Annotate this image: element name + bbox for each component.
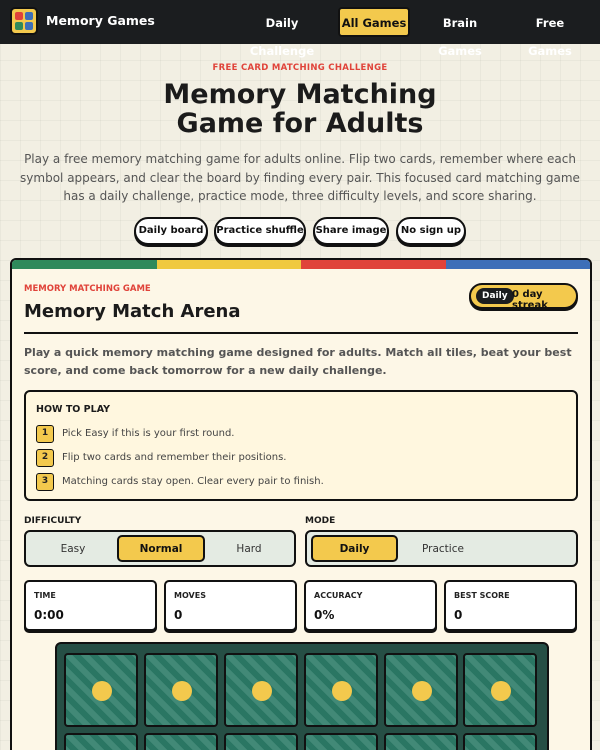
pill-practice-shuffle[interactable]: Practice shuffle xyxy=(214,217,306,245)
nav-link-daily-challenge[interactable]: Daily Challenge xyxy=(249,16,315,58)
difficulty-hard-button[interactable]: Hard xyxy=(236,543,262,555)
card-tile[interactable] xyxy=(384,733,458,750)
card-tile[interactable] xyxy=(144,733,218,750)
card-tile[interactable] xyxy=(463,653,537,727)
difficulty-easy-button[interactable]: Easy xyxy=(60,543,86,555)
difficulty-normal-button[interactable]: Normal xyxy=(117,535,205,562)
step-number: 1 xyxy=(36,425,54,443)
card-tile[interactable] xyxy=(384,653,458,727)
card-tile[interactable] xyxy=(304,653,378,727)
stat-value: 0% xyxy=(314,608,335,622)
app-logo-icon[interactable] xyxy=(10,7,38,35)
step-number: 2 xyxy=(36,449,54,467)
difficulty-selector xyxy=(24,530,296,567)
game-description: Play a quick memory matching game designed for adults. Match all tiles, beat your best score, and come back tomorrow for a new daily challenge. xyxy=(24,346,572,377)
step-text: Flip two cards and remember their positions. xyxy=(62,452,287,463)
stat-label: TIME xyxy=(34,591,56,600)
pill-no-sign-up[interactable]: No sign up xyxy=(396,217,466,245)
difficulty-label: DIFFICULTY xyxy=(24,516,82,526)
stat-moves xyxy=(164,580,297,631)
card-tile[interactable] xyxy=(463,733,537,750)
hero-subtitle: Play a free memory matching game for adults online. Flip two cards, remember where each symbol appears, and clear the board by finding every pair. This focused card matching game has a daily challenge, practice mode, three difficulty levels, and score sharing. xyxy=(20,152,580,203)
game-eyebrow: MEMORY MATCHING GAME xyxy=(24,284,151,294)
game-board xyxy=(55,642,549,750)
stat-label: MOVES xyxy=(174,591,206,600)
pill-share-image[interactable]: Share image xyxy=(313,217,389,245)
step-text: Pick Easy if this is your first round. xyxy=(62,428,235,439)
stat-time xyxy=(24,580,157,631)
mode-selector xyxy=(305,530,578,567)
stat-label: BEST SCORE xyxy=(454,591,510,600)
step-number: 3 xyxy=(36,473,54,491)
nav-link-brain-games[interactable]: Brain Games xyxy=(438,16,482,58)
card-back-dot-icon xyxy=(412,681,432,701)
title-divider xyxy=(24,332,578,334)
card-tile[interactable] xyxy=(144,653,218,727)
streak-badge xyxy=(469,283,578,309)
hero-eyebrow: FREE CARD MATCHING CHALLENGE xyxy=(212,63,388,73)
mode-daily-button[interactable]: Daily xyxy=(311,535,398,562)
game-title: Memory Match Arena xyxy=(24,301,241,322)
card-tile[interactable] xyxy=(64,653,138,727)
mode-practice-button[interactable]: Practice xyxy=(422,543,464,555)
stat-label: ACCURACY xyxy=(314,591,363,600)
page-title xyxy=(0,80,600,138)
game-card xyxy=(10,258,592,750)
card-tile[interactable] xyxy=(304,733,378,750)
streak-tag: Daily xyxy=(476,288,514,304)
card-back-dot-icon xyxy=(172,681,192,701)
stat-accuracy xyxy=(304,580,437,631)
mode-label: MODE xyxy=(305,516,336,526)
card-back-dot-icon xyxy=(332,681,352,701)
color-stripe xyxy=(12,260,590,269)
card-back-dot-icon xyxy=(491,681,511,701)
top-nav xyxy=(0,0,600,58)
how-to-play-box xyxy=(24,390,578,501)
nav-link-free-games[interactable]: Free Games xyxy=(528,16,572,58)
stat-best-score xyxy=(444,580,577,631)
card-back-dot-icon xyxy=(92,681,112,701)
card-tile[interactable] xyxy=(224,653,298,727)
page-title-line1: Memory Matching xyxy=(163,79,437,110)
nav-link-all-games[interactable]: All Games xyxy=(338,7,410,37)
page-title-line2: Game for Adults xyxy=(176,108,424,139)
card-tile[interactable] xyxy=(224,733,298,750)
card-back-dot-icon xyxy=(252,681,272,701)
step-text: Matching cards stay open. Clear every pair to finish. xyxy=(62,476,324,487)
stat-value: 0 xyxy=(454,608,463,622)
how-to-play-title: HOW TO PLAY xyxy=(36,404,111,415)
stat-value: 0 xyxy=(174,608,183,622)
stat-value: 0:00 xyxy=(34,608,64,622)
brand-name[interactable]: Memory Games xyxy=(46,13,155,28)
pill-daily-board[interactable]: Daily board xyxy=(134,217,208,245)
streak-text: 0 day streak xyxy=(512,289,548,311)
card-tile[interactable] xyxy=(64,733,138,750)
